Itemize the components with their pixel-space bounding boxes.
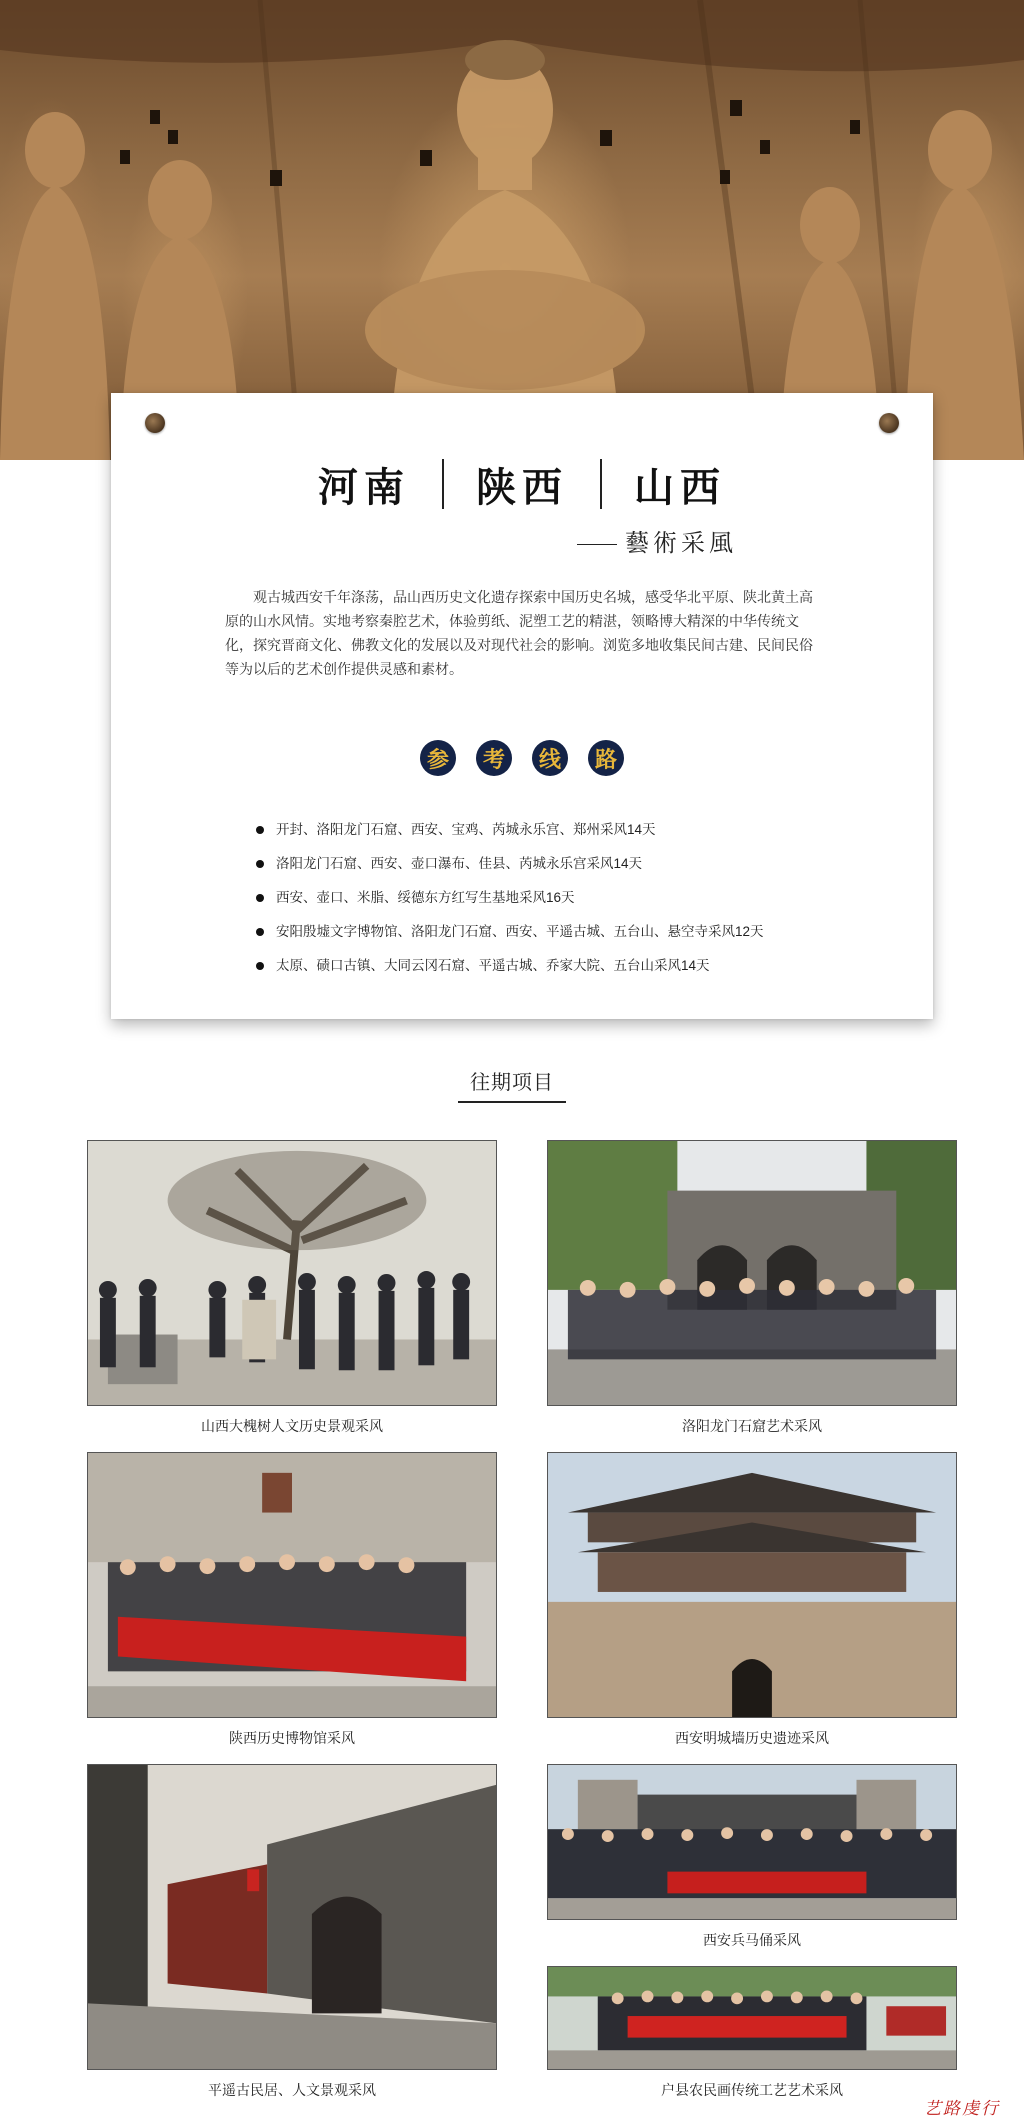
route-title-char: 路 [588, 740, 624, 776]
project-caption: 西安明城墙历史遗迹采风 [675, 1730, 829, 1746]
project-photo-pingyao[interactable] [87, 1764, 497, 2070]
route-title-char: 考 [476, 740, 512, 776]
project-caption: 山西大槐树人文历史景观采风 [201, 1418, 383, 1434]
project-caption: 洛阳龙门石窟艺术采风 [682, 1418, 822, 1434]
grotto-statues-illustration [0, 0, 1024, 460]
project-photo-museum[interactable] [87, 1452, 497, 1718]
route-item: 开封、洛阳龙门石窟、西安、宝鸡、芮城永乐宫、郑州采风14天 [256, 813, 764, 847]
project-photo-city-wall[interactable] [547, 1452, 957, 1718]
subtitle [577, 523, 737, 558]
hero-image [0, 0, 1024, 460]
brand-logo: 艺路虔行 [924, 2099, 1000, 2119]
route-item: 洛阳龙门石窟、西安、壶口瀑布、佳县、芮城永乐宫采风14天 [256, 847, 764, 881]
dash-divider [577, 544, 617, 546]
pin-icon [879, 413, 899, 433]
project-photo-terracotta[interactable] [547, 1764, 957, 1920]
project-photo-big-tree[interactable] [87, 1140, 497, 1406]
route-item: 西安、壶口、米脂、绥德东方红写生基地采风16天 [256, 881, 764, 915]
project-photo-stone-gate[interactable] [547, 1140, 957, 1406]
route-item: 太原、碛口古镇、大同云冈石窟、平遥古城、乔家大院、五台山采风14天 [256, 949, 764, 983]
route-item: 安阳殷墟文字博物馆、洛阳龙门石窟、西安、平遥古城、五台山、悬空寺采风12天 [256, 915, 764, 949]
route-list [256, 813, 764, 983]
project-caption: 户县农民画传统工艺艺术采风 [661, 2082, 843, 2098]
region-shaanxi: 陕西 [476, 463, 568, 511]
regions-heading [111, 455, 933, 513]
region-shanxi: 山西 [634, 463, 726, 511]
pin-icon [145, 413, 165, 433]
subtitle-text: 藝術采風 [625, 529, 737, 557]
past-projects-title-text: 往期项目 [458, 1066, 566, 1103]
project-caption: 平遥古民居、人文景观采风 [208, 2082, 376, 2098]
route-title-char: 线 [532, 740, 568, 776]
project-caption: 西安兵马俑采风 [703, 1932, 801, 1948]
route-title-char: 参 [420, 740, 456, 776]
past-projects-title [0, 1066, 1024, 1103]
project-photo-huxian[interactable] [547, 1966, 957, 2070]
route-title [111, 740, 933, 776]
intro-card [111, 393, 933, 1019]
intro-paragraph: 观古城西安千年涤荡，品山西历史文化遗存探索中国历史名城，感受华北平原、陕北黄土高原的山水风情。实地考察秦腔艺术，体验剪纸、泥塑工艺的精湛，领略博大精深的中华传统文化，探究晋商文化、佛教文化的发展以及对现代社会的影响。浏览多地收集民间古建、民间民俗等为以后的艺术创作提供灵感和素材。 [225, 589, 813, 677]
region-henan: 河南 [318, 463, 410, 511]
project-caption: 陕西历史博物馆采风 [229, 1730, 355, 1746]
